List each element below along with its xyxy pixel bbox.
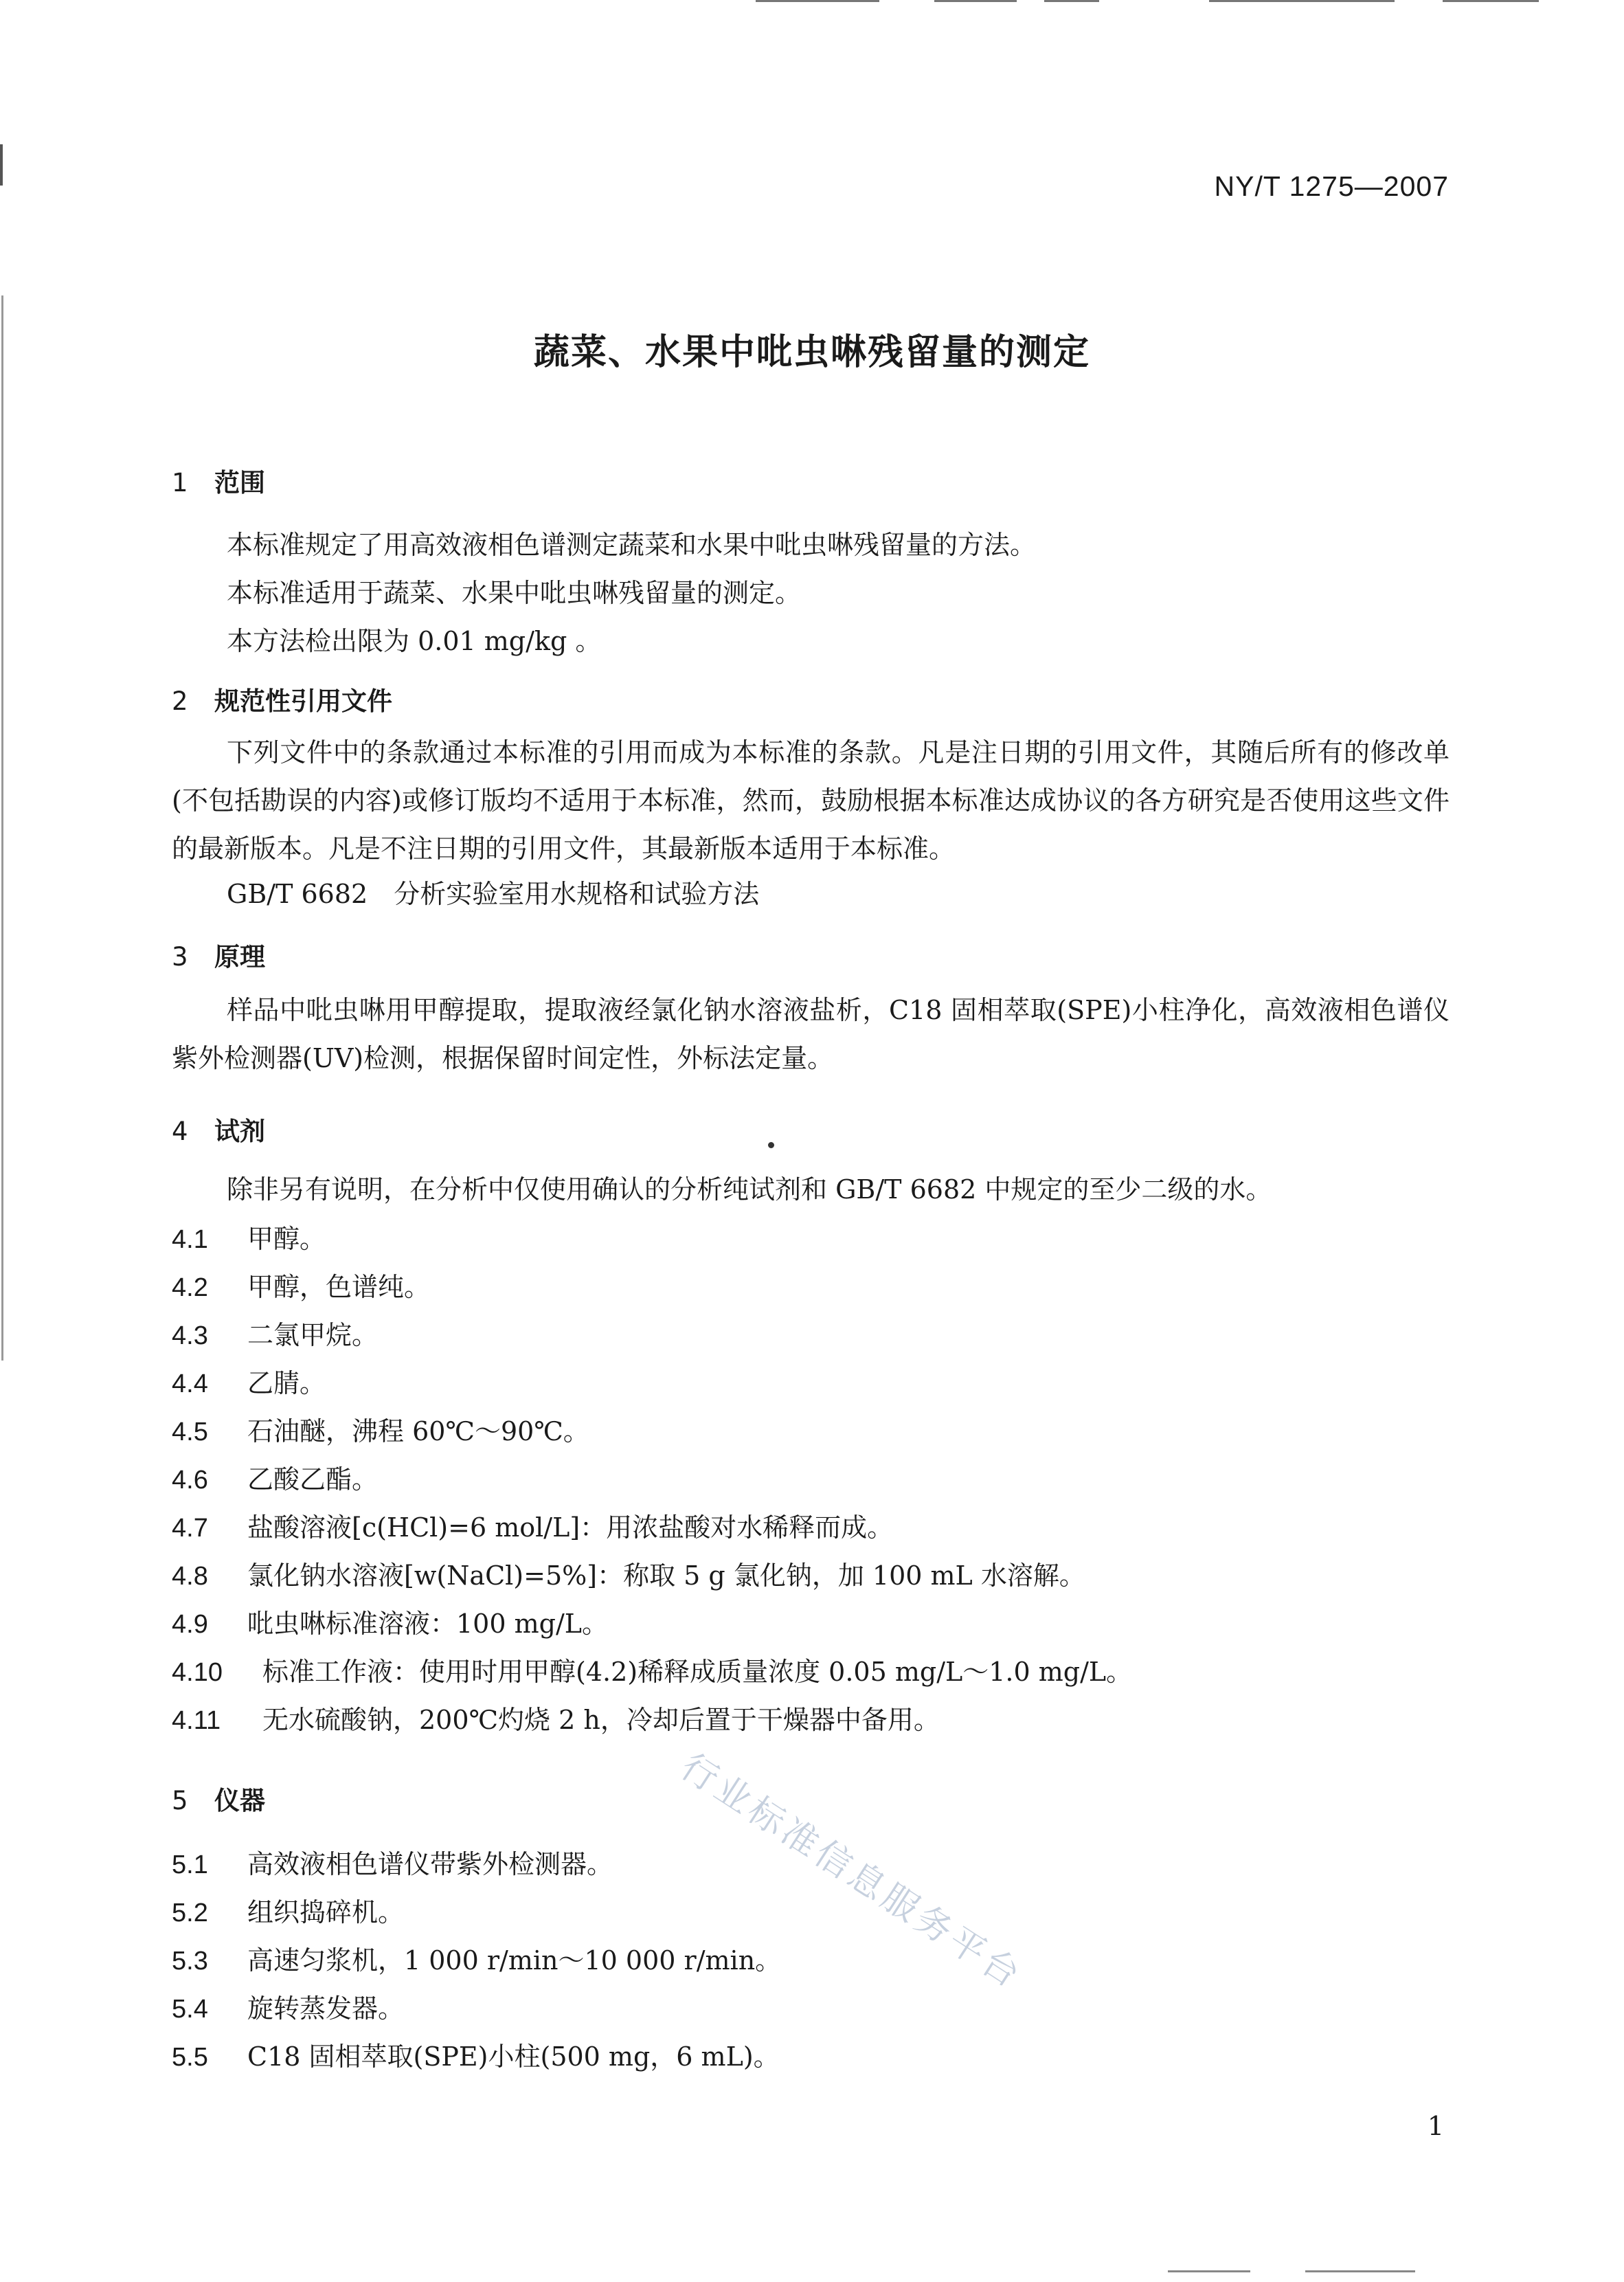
item-text: 高速匀浆机，1 000 r/min～10 000 r/min。 xyxy=(247,1945,782,1976)
item-text: 石油醚，沸程 60℃～90℃。 xyxy=(247,1416,589,1446)
section-3-heading xyxy=(172,936,265,973)
reagent-item xyxy=(172,1266,430,1304)
section-title: 试剂 xyxy=(214,1117,265,1146)
item-text: C18 固相萃取(SPE)小柱(500 mg，6 mL)。 xyxy=(247,2042,780,2072)
scan-top-line xyxy=(1443,0,1539,2)
reagent-item xyxy=(172,1458,378,1496)
item-text: 二氯甲烷。 xyxy=(247,1320,379,1350)
section-4-heading xyxy=(172,1110,265,1148)
section-number: 5 xyxy=(172,1786,188,1815)
item-text: 吡虫啉标准溶液：100 mg/L。 xyxy=(247,1609,609,1639)
scope-line-3: 本方法检出限为 0.01 mg/kg 。 xyxy=(227,626,602,656)
item-text: 乙腈。 xyxy=(247,1368,326,1398)
section-title: 范围 xyxy=(214,468,265,497)
section-number: 2 xyxy=(172,686,188,716)
item-number: 4.4 xyxy=(172,1369,208,1398)
item-number: 4.7 xyxy=(172,1514,208,1543)
section-number: 3 xyxy=(172,942,188,972)
scan-top-line xyxy=(756,0,879,2)
reagents-intro: 除非另有说明，在分析中仅使用确认的分析纯试剂和 GB/T 6682 中规定的至少二级的水。 xyxy=(227,1174,1272,1205)
document-code: NY/T 1275—2007 xyxy=(1214,170,1449,202)
scope-line-1: 本标准规定了用高效液相色谱测定蔬菜和水果中吡虫啉残留量的方法。 xyxy=(227,530,1037,560)
item-number: 4.11 xyxy=(172,1706,221,1735)
reagent-item xyxy=(172,1218,326,1255)
item-number: 5.2 xyxy=(172,1899,208,1927)
item-number: 5.4 xyxy=(172,1995,208,2024)
reagent-item xyxy=(172,1314,378,1352)
reagent-item xyxy=(172,1602,608,1640)
item-text: 甲醇，色谱纯。 xyxy=(247,1272,431,1302)
item-number: 4.9 xyxy=(172,1610,208,1639)
item-text: 乙酸乙酯。 xyxy=(247,1464,379,1495)
watermark: 行业标准信息服务平台 xyxy=(673,1745,1030,1998)
item-number: 4.10 xyxy=(172,1658,223,1687)
section-title: 原理 xyxy=(214,942,265,972)
page-number: 1 xyxy=(1427,2111,1444,2141)
document-title: 蔬菜、水果中吡虫啉残留量的测定 xyxy=(533,332,1090,373)
normative-references-paragraph: 下列文件中的条款通过本标准的引用而成为本标准的条款。凡是注日期的引用文件，其随后所有的修改单(不包括勘误的内容)或修订版均不适用于本标准，然而，鼓励根据本标准达成协议的各方研究是否使用这些文件的最新版本。凡是不注日期的引用文件，其最新版本适用于本标准。 xyxy=(172,737,1450,864)
item-number: 4.3 xyxy=(172,1321,208,1350)
item-number: 5.1 xyxy=(172,1850,208,1879)
instrument-item xyxy=(172,1843,613,1881)
instrument-item xyxy=(172,1939,781,1977)
normative-reference-item: GB/T 6682 分析实验室用水规格和试验方法 xyxy=(227,879,760,909)
item-number: 4.1 xyxy=(172,1225,208,1254)
item-text: 氯化钠水溶液[w(NaCl)=5%]：称取 5 g 氯化钠，加 100 mL 水溶解。 xyxy=(247,1561,1085,1591)
item-number: 4.5 xyxy=(172,1418,208,1446)
section-1-heading xyxy=(172,462,265,499)
item-text: 甲醇。 xyxy=(247,1224,326,1254)
reagent-item xyxy=(172,1410,589,1448)
section-title: 规范性引用文件 xyxy=(214,686,392,716)
item-text: 无水硫酸钠，200℃灼烧 2 h，冷却后置于干燥器中备用。 xyxy=(262,1705,940,1735)
section-number: 1 xyxy=(172,468,188,497)
reagent-item xyxy=(172,1651,1132,1688)
item-number: 4.8 xyxy=(172,1562,208,1591)
scan-dot xyxy=(768,1142,774,1148)
item-text: 盐酸溶液[c(HCl)=6 mol/L]：用浓盐酸对水稀释而成。 xyxy=(247,1512,894,1543)
scan-top-line xyxy=(1044,0,1099,2)
scan-bottom-line xyxy=(1305,2270,1415,2272)
scan-bottom-line xyxy=(1168,2270,1250,2272)
instrument-item xyxy=(172,1891,404,1929)
item-text: 标准工作液：使用时用甲醇(4.2)稀释成质量浓度 0.05 mg/L～1.0 mg/L。 xyxy=(262,1657,1133,1687)
reagent-item xyxy=(172,1699,940,1736)
item-number: 4.2 xyxy=(172,1273,208,1302)
scan-edge-line xyxy=(1,295,3,1361)
item-text: 高效液相色谱仪带紫外检测器。 xyxy=(247,1849,613,1879)
principle-paragraph: 样品中吡虫啉用甲醇提取，提取液经氯化钠水溶液盐析，C18 固相萃取(SPE)小柱净化，高效液相色谱仪紫外检测器(UV)检测，根据保留时间定性，外标法定量。 xyxy=(172,995,1450,1073)
scan-top-line xyxy=(934,0,1017,2)
reagent-item xyxy=(172,1506,893,1544)
reagent-item xyxy=(172,1362,326,1400)
item-text: 旋转蒸发器。 xyxy=(247,1993,405,2024)
section-5-heading xyxy=(172,1780,265,1817)
instrument-item xyxy=(172,2035,780,2073)
scan-top-line xyxy=(1209,0,1395,2)
item-number: 5.5 xyxy=(172,2043,208,2072)
instrument-item xyxy=(172,1987,404,2025)
section-number: 4 xyxy=(172,1117,188,1146)
section-title: 仪器 xyxy=(214,1786,265,1815)
scope-line-2: 本标准适用于蔬菜、水果中吡虫啉残留量的测定。 xyxy=(227,578,802,608)
scan-edge-line xyxy=(0,144,3,186)
item-number: 5.3 xyxy=(172,1947,208,1976)
item-text: 组织捣碎机。 xyxy=(247,1897,405,1927)
item-number: 4.6 xyxy=(172,1466,208,1495)
section-2-heading xyxy=(172,680,392,717)
reagent-item xyxy=(172,1554,1085,1592)
